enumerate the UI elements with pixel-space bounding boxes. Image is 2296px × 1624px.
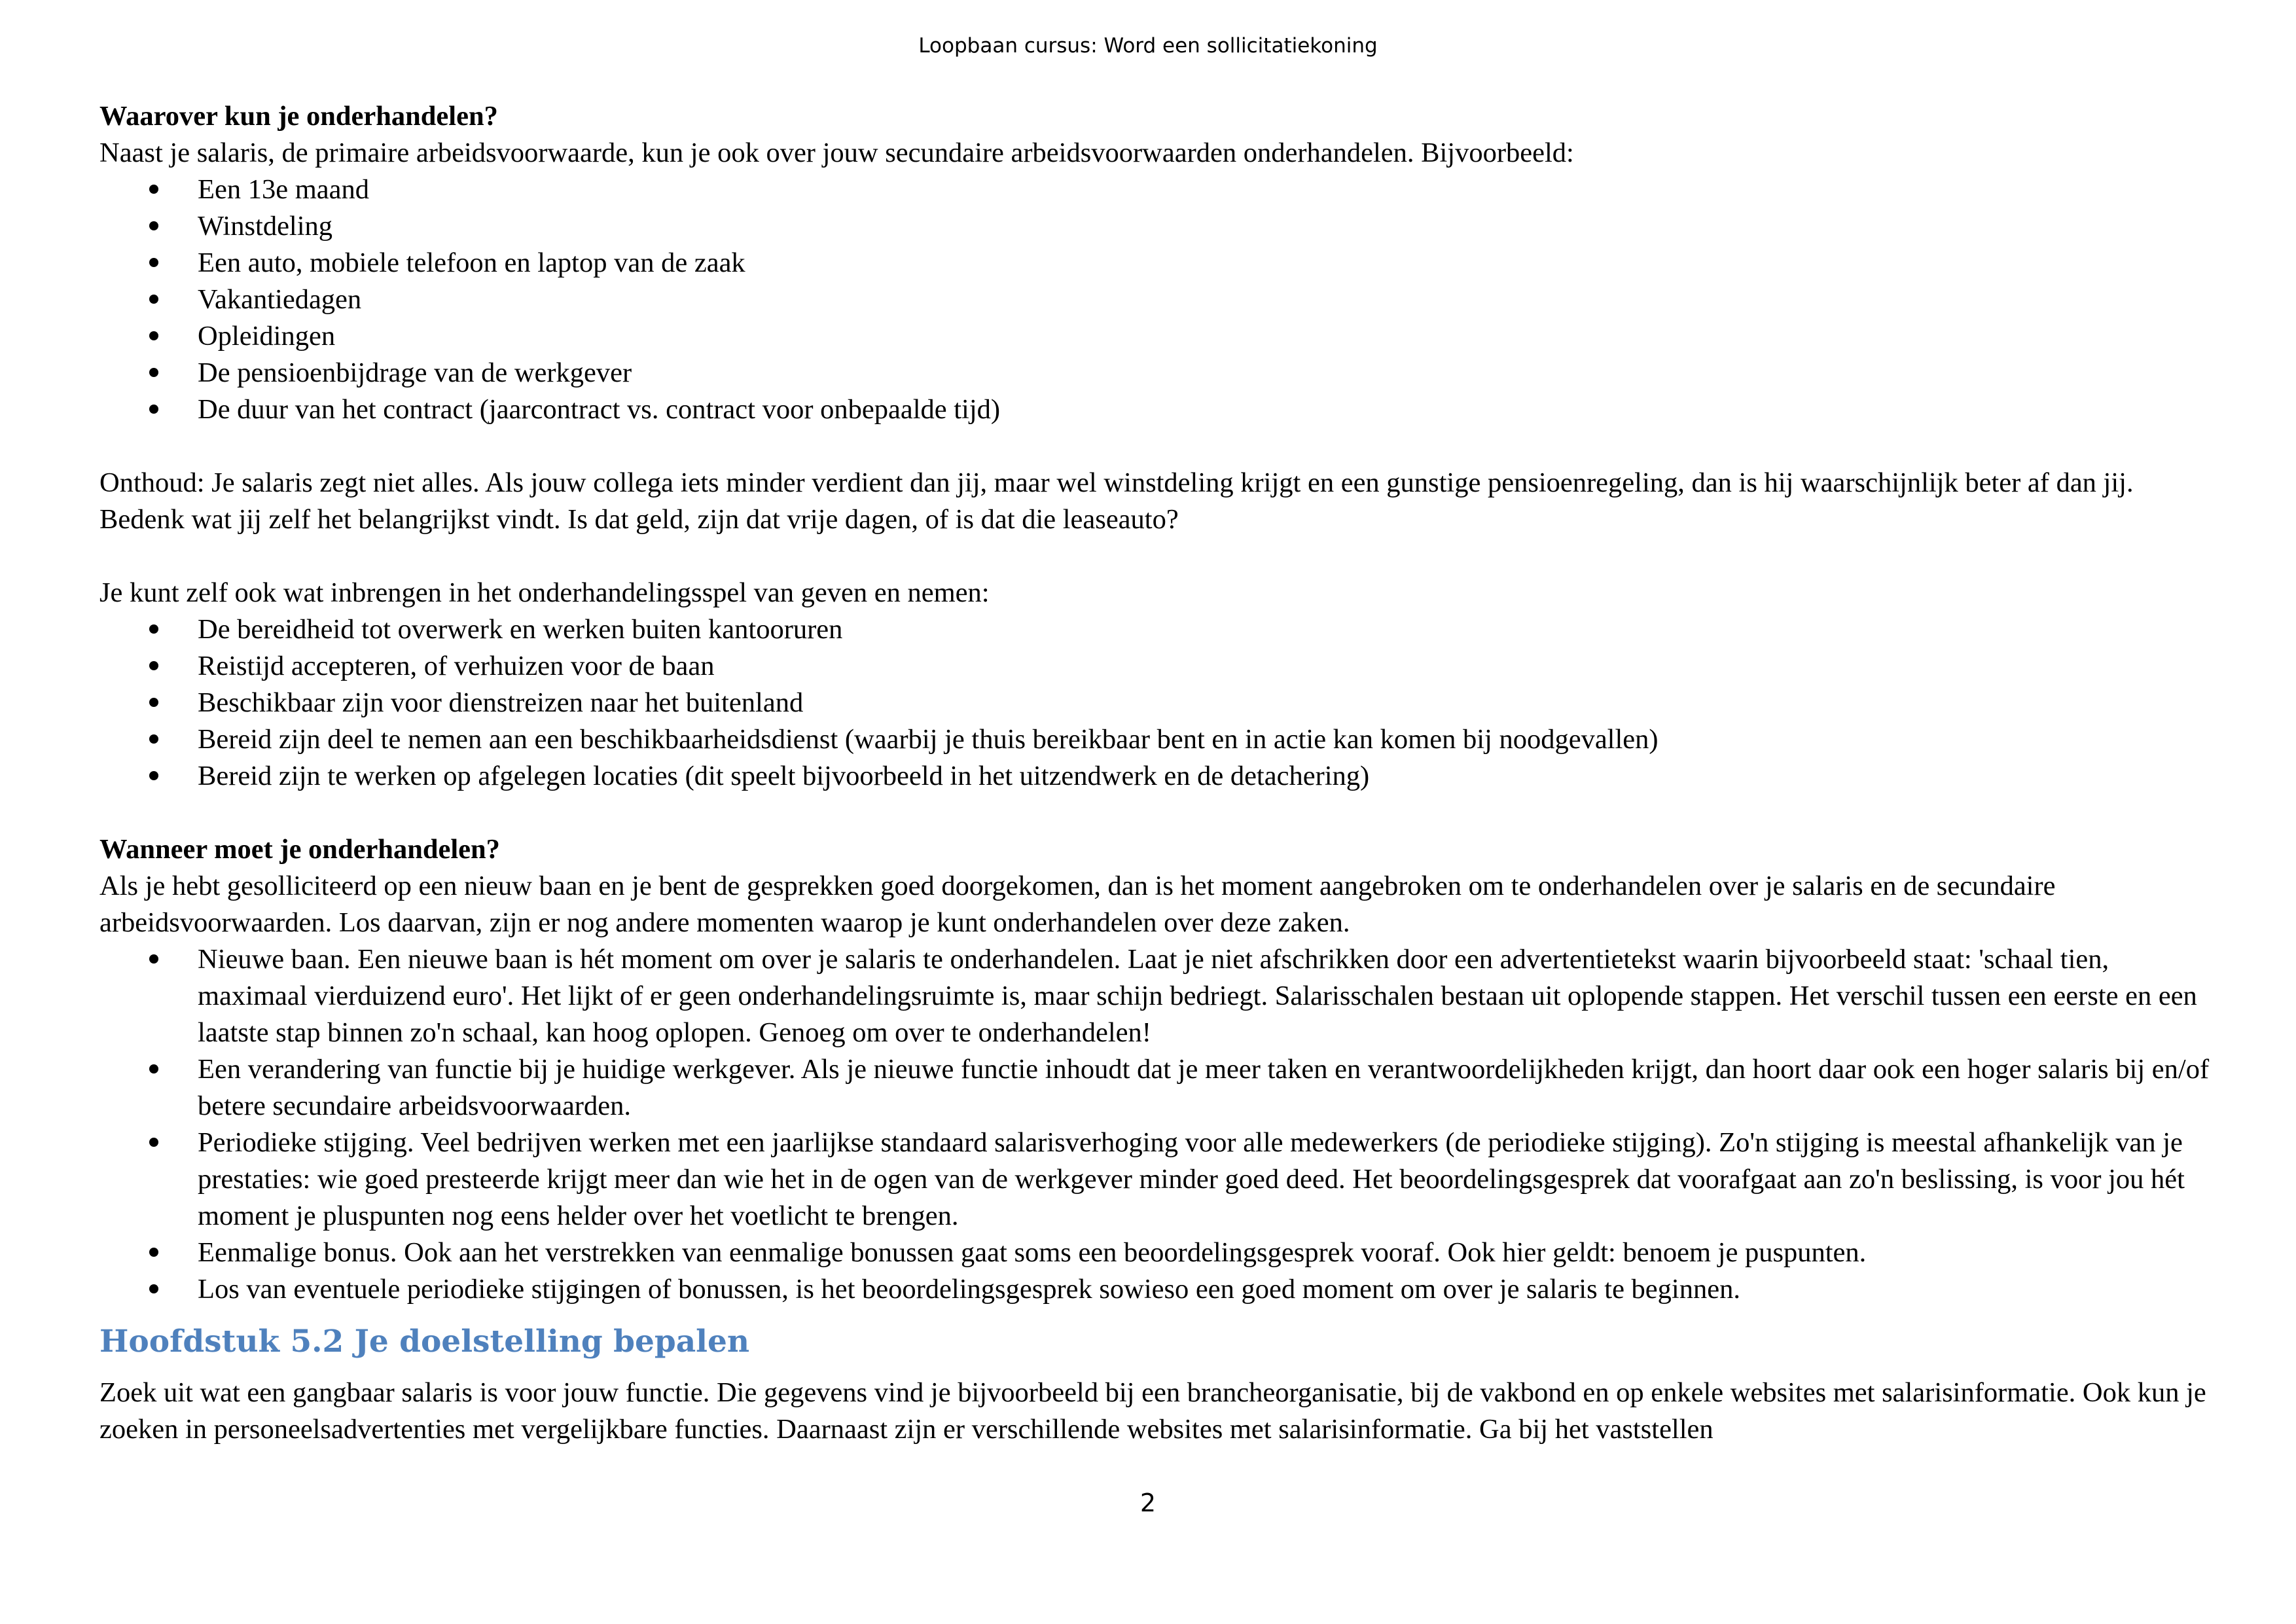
bullet-list-inbreng (99, 611, 2220, 795)
bullet-icon (149, 185, 158, 194)
list-item (99, 391, 2220, 428)
bullet-icon (149, 954, 158, 964)
list-item-text: Beschikbaar zijn voor dienstreizen naar het buitenland (198, 687, 804, 718)
section-heading-wanneer: Wanneer moet je onderhandelen? (99, 834, 500, 865)
list-item-text: Een 13e maand (198, 174, 369, 205)
list-item (99, 171, 2220, 208)
bullet-icon (149, 1138, 158, 1147)
bullet-icon (149, 1248, 158, 1257)
list-item-text: Bereid zijn te werken op afgelegen locaties (dit speelt bijvoorbeeld in het uitzendwerk en de detachering) (198, 761, 1370, 791)
bullet-list-arbeidsvoorwaarden (99, 171, 2220, 428)
chapter-paragraph: Zoek uit wat een gangbaar salaris is voor jouw functie. Die gegevens vind je bijvoorbeeld bij een brancheorganisatie, bij de vakbond en op enkele websites met salarisinformatie. Ook kun je zoeken in personeelsadvertenties met vergelijkbare functies. Daarnaast zijn er verschillende websites met salarisinformatie. Ga bij het vaststellen (99, 1377, 2206, 1445)
list-item-text: Vakantiedagen (198, 284, 362, 315)
list-item (99, 355, 2220, 391)
list-item (99, 941, 2220, 1051)
bullet-icon (149, 1284, 158, 1293)
list-item (99, 1051, 2220, 1125)
running-header: Loopbaan cursus: Word een sollicitatiekoning (918, 34, 1378, 58)
bullet-icon (149, 221, 158, 230)
list-item-text: Eenmalige bonus. Ook aan het verstrekken van eenmalige bonussen gaat soms een beoordelingsgesprek vooraf. Ook hier geldt: benoem je puspunten. (198, 1237, 1867, 1268)
bullet-icon (149, 331, 158, 340)
bullet-icon (149, 698, 158, 707)
list-item (99, 281, 2220, 318)
list-item (99, 1271, 2220, 1308)
list-item (99, 208, 2220, 245)
chapter-heading: Hoofdstuk 5.2 Je doelstelling bepalen (99, 1324, 750, 1360)
bullet-icon (149, 624, 158, 634)
bullet-list-momenten (99, 941, 2220, 1308)
section-intro-wanneer: Als je hebt gesolliciteerd op een nieuw baan en je bent de gesprekken goed doorgekomen, dan is het moment aangebroken om te onderhandelen over je salaris en de secundaire arbeidsvoorwaarden. Los daarvan, zijn er nog andere momenten waarop je kunt onderhandelen over deze zaken. (99, 871, 2056, 938)
bullet-icon (149, 368, 158, 377)
list-item-text: Los van eventuele periodieke stijgingen of bonussen, is het beoordelingsgesprek sowieso een goed moment om over je salaris te beginnen. (198, 1274, 1740, 1305)
bullet-icon (149, 1064, 158, 1074)
list-item (99, 318, 2220, 355)
list-item (99, 1125, 2220, 1235)
inbreng-intro: Je kunt zelf ook wat inbrengen in het onderhandelingsspel van geven en nemen: (99, 577, 990, 608)
list-item-text: De duur van het contract (jaarcontract vs. contract voor onbepaalde tijd) (198, 394, 1001, 425)
list-item-text: Een verandering van functie bij je huidige werkgever. Als je nieuwe functie inhoudt dat je meer taken en verantwoordelijkheden krijgt, dan hoort daar ook een hoger salaris bij en/of betere secundaire arbeidsvoorwaarden. (198, 1054, 2210, 1121)
page-number: 2 (1139, 1489, 1157, 1517)
section-intro-waarover: Naast je salaris, de primaire arbeidsvoorwaarde, kun je ook over jouw secundaire arbeidsvoorwaarden onderhandelen. Bijvoorbeeld: (99, 137, 1574, 168)
list-item-text: De pensioenbijdrage van de werkgever (198, 357, 632, 388)
list-item (99, 758, 2220, 795)
list-item (99, 721, 2220, 758)
bullet-icon (149, 258, 158, 267)
list-item-text: Winstdeling (198, 211, 333, 242)
bullet-icon (149, 734, 158, 744)
list-item (99, 1235, 2220, 1271)
list-item (99, 648, 2220, 685)
onthoud-paragraph: Onthoud: Je salaris zegt niet alles. Als jouw collega iets minder verdient dan jij, maar wel winstdeling krijgt en een gunstige pensioenregeling, dan is hij waarschijnlijk beter af dan jij. Bedenk wat jij zelf het belangrijkst vindt. Is dat geld, zijn dat vrije dagen, of is dat die leaseauto? (99, 467, 2134, 535)
list-item (99, 685, 2220, 721)
page-content (99, 98, 2220, 1448)
list-item (99, 245, 2220, 281)
list-item-text: Opleidingen (198, 321, 336, 352)
bullet-icon (149, 771, 158, 780)
list-item-text: Nieuwe baan. Een nieuwe baan is hét moment om over je salaris te onderhandelen. Laat je niet afschrikken door een advertentietekst waarin bijvoorbeeld staat: 'schaal tien, maximaal vierduizend euro'. Het lijkt of er geen onderhandelingsruimte is, maar schijn bedriegt. Salarisschalen bestaan uit oplopende stappen. Het verschil tussen een eerste en een laatste stap binnen zo'n schaal, kan hoog oplopen. Genoeg om over te onderhandelen! (198, 944, 2197, 1048)
list-item-text: Reistijd accepteren, of verhuizen voor de baan (198, 651, 715, 681)
bullet-icon (149, 405, 158, 414)
section-heading-waarover: Waarover kun je onderhandelen? (99, 101, 498, 132)
bullet-icon (149, 661, 158, 670)
list-item-text: Een auto, mobiele telefoon en laptop van de zaak (198, 247, 745, 278)
bullet-icon (149, 295, 158, 304)
spacer (99, 538, 2220, 575)
list-item-text: Periodieke stijging. Veel bedrijven werken met een jaarlijkse standaard salarisverhoging voor alle medewerkers (de periodieke stijging). Zo'n stijging is meestal afhankelijk van je prestaties: wie goed presteerde krijgt meer dan wie het in de ogen van de werkgever minder goed deed. Het beoordelingsgesprek dat voorafgaat aan zo'n beslissing, is voor jou hét moment je pluspunten nog eens helder over het voetlicht te brengen. (198, 1127, 2185, 1231)
spacer (99, 795, 2220, 831)
list-item (99, 611, 2220, 648)
list-item-text: Bereid zijn deel te nemen aan een beschikbaarheidsdienst (waarbij je thuis bereikbaar bent en in actie kan komen bij noodgevallen) (198, 724, 1659, 755)
list-item-text: De bereidheid tot overwerk en werken buiten kantooruren (198, 614, 843, 645)
spacer (99, 428, 2220, 465)
